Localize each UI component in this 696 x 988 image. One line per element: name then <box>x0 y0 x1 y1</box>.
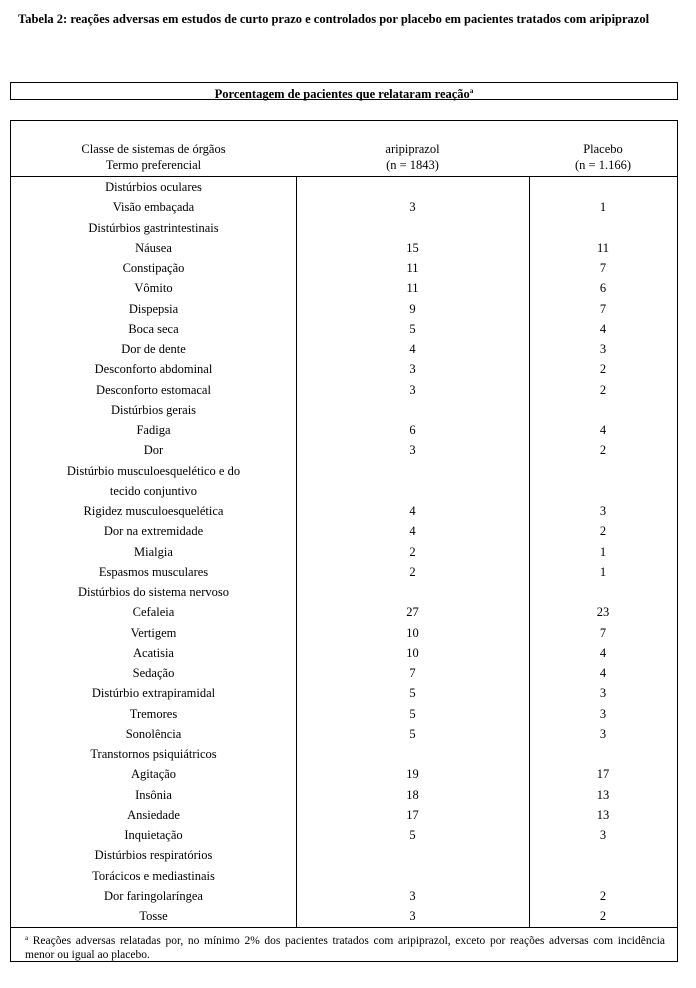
row-term: Dor <box>143 443 164 458</box>
table-row <box>11 542 677 562</box>
row-aripiprazol-value: 5 <box>409 321 416 336</box>
row-aripiprazol-value: 27 <box>406 605 419 620</box>
row-placebo-value: 3 <box>599 504 607 518</box>
row-term: tecido conjuntivo <box>109 483 198 498</box>
row-aripiprazol-value: 2 <box>409 564 416 579</box>
row-term: Desconforto abdominal <box>94 362 213 377</box>
row-term: Vertigem <box>130 625 177 640</box>
table-row <box>11 886 677 906</box>
row-term: Acatisia <box>133 645 174 660</box>
row-term: Insônia <box>135 787 172 802</box>
table-row <box>11 764 677 784</box>
table-row <box>11 683 677 703</box>
row-term: Sonolência <box>125 726 182 741</box>
table-row <box>11 218 677 238</box>
row-term: Dor na extremidade <box>103 524 204 539</box>
row-placebo-value: 2 <box>599 888 607 903</box>
row-term: Torácicos e mediastinais <box>92 868 215 883</box>
table-row <box>11 440 677 460</box>
row-term: Constipação <box>122 261 185 275</box>
column-header-placebo-line2: (n = 1.166) <box>575 158 631 172</box>
column-header-class-line2: Termo preferencial <box>105 158 202 172</box>
table-title: Tabela 2: reações adversas em estudos de curto prazo e controlados por placebo em pacientes tratados com aripiprazol <box>18 12 650 26</box>
row-term: Boca seca <box>128 321 179 336</box>
table-row <box>11 359 677 379</box>
row-aripiprazol-value: 4 <box>409 504 416 518</box>
table-row <box>11 825 677 845</box>
table-row <box>11 501 677 521</box>
row-aripiprazol-value: 11 <box>406 281 419 296</box>
header-text: Porcentagem de pacientes que relataram reação <box>214 87 470 101</box>
row-term: Visão embaçada <box>112 200 195 215</box>
table-row <box>11 278 677 298</box>
table-row <box>11 521 677 541</box>
row-term: Rigidez musculoesquelética <box>83 504 224 518</box>
table-row <box>11 704 677 724</box>
column-header-aripiprazol-line1: aripiprazol <box>385 142 440 156</box>
row-aripiprazol-value: 3 <box>409 382 416 397</box>
table-row <box>11 420 677 440</box>
table-row <box>11 623 677 643</box>
table-row <box>11 785 677 805</box>
row-term: Cefaleia <box>132 605 175 620</box>
row-placebo-value: 6 <box>599 281 607 296</box>
row-aripiprazol-value: 5 <box>409 726 416 741</box>
row-aripiprazol-value: 6 <box>409 423 416 437</box>
table-row <box>11 339 677 359</box>
row-aripiprazol-value: 10 <box>406 645 419 660</box>
table-row <box>11 602 677 622</box>
row-placebo-value: 7 <box>599 625 607 640</box>
row-aripiprazol-value: 3 <box>409 888 416 903</box>
row-aripiprazol-value: 3 <box>409 362 416 377</box>
table-row <box>11 805 677 825</box>
row-aripiprazol-value: 9 <box>409 301 416 316</box>
row-term: Distúrbio musculoesquelético e do <box>66 463 241 478</box>
row-term: Inquietação <box>124 828 183 842</box>
row-term: Distúrbio extrapiramidal <box>91 686 216 701</box>
row-placebo-value: 4 <box>599 321 607 336</box>
column-header-class <box>11 141 296 173</box>
row-placebo-value: 2 <box>599 362 607 377</box>
row-term: Mialgia <box>134 544 173 559</box>
column-header-placebo-line1: Placebo <box>583 142 623 156</box>
table-row <box>11 866 677 886</box>
table-row <box>11 299 677 319</box>
row-aripiprazol-value: 7 <box>409 666 416 680</box>
row-term: Dor de dente <box>121 342 186 356</box>
row-placebo-value: 1 <box>599 544 607 559</box>
table-row <box>11 724 677 744</box>
footnote-marker: a <box>25 934 29 942</box>
row-placebo-value: 1 <box>599 200 607 215</box>
row-aripiprazol-value: 5 <box>409 686 416 701</box>
row-aripiprazol-value: 10 <box>406 625 419 640</box>
table-header-banner <box>10 82 678 100</box>
row-term: Distúrbios gerais <box>110 402 197 417</box>
row-aripiprazol-value: 11 <box>406 261 419 275</box>
row-placebo-value: 2 <box>599 524 607 539</box>
table-row <box>11 380 677 400</box>
row-term: Espasmos musculares <box>98 564 209 579</box>
row-placebo-value: 13 <box>596 807 610 822</box>
row-aripiprazol-value: 19 <box>406 767 419 782</box>
table-row <box>11 906 677 926</box>
row-placebo-value: 3 <box>599 706 607 721</box>
row-term: Distúrbios respiratórios <box>94 848 213 863</box>
column-header-aripiprazol <box>296 141 529 173</box>
column-header-placebo <box>529 141 677 173</box>
table-row <box>11 663 677 683</box>
row-term: Vômito <box>134 281 173 296</box>
table-row <box>11 238 677 258</box>
row-aripiprazol-value: 5 <box>409 828 416 842</box>
table-row <box>11 177 677 197</box>
row-aripiprazol-value: 4 <box>409 524 416 539</box>
row-placebo-value: 3 <box>599 686 607 701</box>
footnote-text: Reações adversas relatadas por, no mínimo 2% dos pacientes tratados com aripiprazol, exceto por reações adversas com incidência menor ou igual ao placebo. <box>25 935 665 961</box>
row-placebo-value: 7 <box>599 261 607 275</box>
row-aripiprazol-value: 15 <box>406 240 419 255</box>
row-placebo-value: 2 <box>599 909 607 923</box>
row-term: Sedação <box>132 666 175 680</box>
table-row <box>11 197 677 217</box>
row-term: Distúrbios gastrintestinais <box>88 220 219 235</box>
row-term: Dor faringolaríngea <box>104 888 203 903</box>
row-term: Ansiedade <box>127 807 180 822</box>
header-footnote-marker: a <box>469 87 474 95</box>
row-placebo-value: 2 <box>599 443 607 458</box>
row-placebo-value: 3 <box>599 342 607 356</box>
footnote-divider <box>11 927 677 928</box>
table-footnote <box>25 931 665 962</box>
row-placebo-value: 7 <box>599 301 607 316</box>
row-aripiprazol-value: 18 <box>406 787 419 802</box>
row-placebo-value: 1 <box>599 564 607 579</box>
table-row <box>11 461 677 481</box>
table-row <box>11 258 677 278</box>
row-aripiprazol-value: 5 <box>409 706 416 721</box>
row-term: Fadiga <box>136 423 171 437</box>
row-term: Agitação <box>130 767 177 782</box>
table-row <box>11 582 677 602</box>
row-placebo-value: 23 <box>596 605 610 620</box>
table-row <box>11 319 677 339</box>
table-row <box>11 562 677 582</box>
row-placebo-value: 4 <box>599 645 607 660</box>
row-aripiprazol-value: 3 <box>409 200 416 215</box>
row-aripiprazol-value: 17 <box>406 807 419 822</box>
row-aripiprazol-value: 3 <box>409 909 416 923</box>
adverse-reactions-table <box>10 120 678 962</box>
row-placebo-value: 4 <box>599 666 607 680</box>
row-aripiprazol-value: 4 <box>409 342 416 356</box>
row-placebo-value: 3 <box>599 828 607 842</box>
row-placebo-value: 17 <box>596 767 610 782</box>
row-placebo-value: 3 <box>599 726 607 741</box>
table-row <box>11 400 677 420</box>
column-header-aripiprazol-line2: (n = 1843) <box>386 158 439 172</box>
row-term: Distúrbios do sistema nervoso <box>77 585 230 599</box>
row-term: Náusea <box>135 240 172 255</box>
row-aripiprazol-value: 3 <box>409 443 416 458</box>
row-term: Tosse <box>139 909 168 923</box>
row-aripiprazol-value: 2 <box>409 544 416 559</box>
table-row <box>11 744 677 764</box>
table-row <box>11 643 677 663</box>
table-row <box>11 481 677 501</box>
row-term: Desconforto estomacal <box>96 382 211 397</box>
row-term: Transtornos psiquiátricos <box>90 747 217 761</box>
row-placebo-value: 4 <box>599 423 607 437</box>
column-header-class-line1: Classe de sistemas de órgãos <box>81 142 226 156</box>
row-term: Distúrbios oculares <box>105 180 202 194</box>
row-term: Tremores <box>129 706 178 721</box>
row-term: Dispepsia <box>128 301 179 316</box>
row-placebo-value: 2 <box>599 382 607 397</box>
row-placebo-value: 11 <box>596 240 610 255</box>
table-row <box>11 845 677 865</box>
row-placebo-value: 13 <box>596 787 610 802</box>
